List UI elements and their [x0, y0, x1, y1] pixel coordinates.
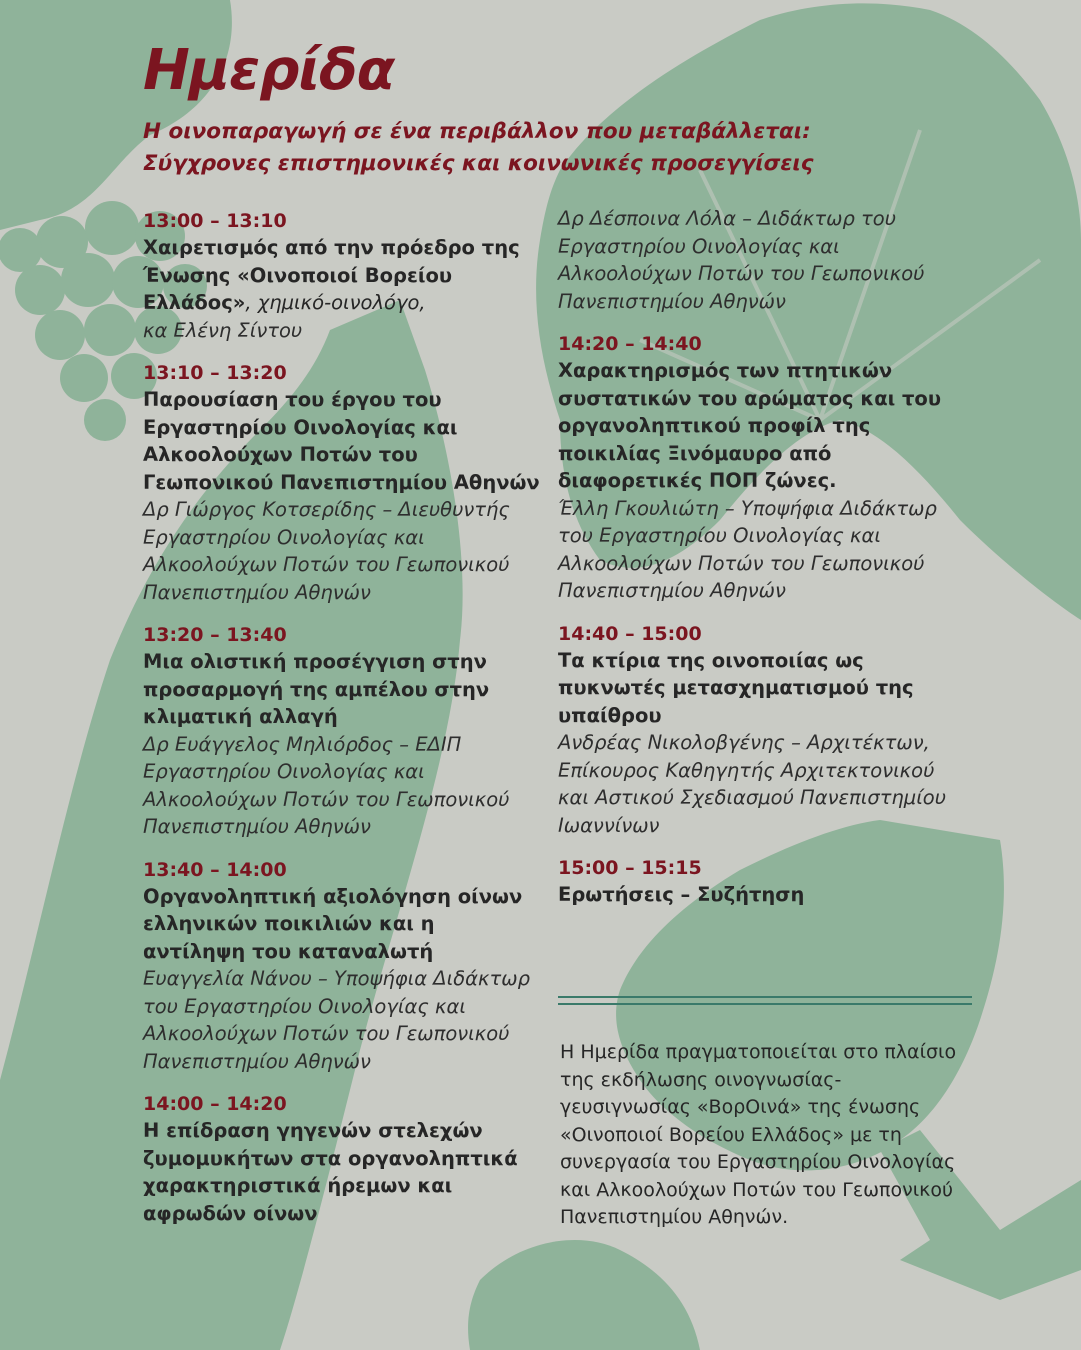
session-time: 15:00 – 15:15: [558, 857, 702, 879]
session-speaker: Δρ Ευάγγελος Μηλιόρδος – ΕΔΙΠ Εργαστηρίου Οινολογίας και Αλκοολούχων Ποτών του Γεωπονικού Πανεπιστημίου Αθηνών: [143, 732, 510, 838]
session-1310: [143, 360, 543, 606]
session-1500: [558, 855, 958, 909]
session-title: Τα κτίρια της οινοποιίας ως πυκνωτές μετασχηματισμού της υπαίθρου: [558, 648, 914, 727]
divider-rule-bottom: [558, 1003, 972, 1005]
session-time: 13:40 – 14:00: [143, 858, 287, 881]
session-time: 13:20 – 13:40: [143, 624, 287, 646]
session-title: Ερωτήσεις – Συζήτηση: [558, 883, 805, 906]
session-time: 14:00 – 14:20: [143, 1093, 287, 1115]
session-title: Παρουσίαση του έργου του Εργαστηρίου Οινολογίας και Αλκοολούχων Ποτών του Γεωπονικού Πανεπιστημίου Αθηνών: [143, 388, 540, 494]
grape-leaf-top-left: [0, 0, 232, 230]
session-speaker: Έλλη Γκουλιώτη – Υποψήφια Διδάκτωρ του Εργαστηρίου Οινολογίας και Αλκοολούχων Ποτών του Γεωπονικού Πανεπιστημίου Αθηνών: [558, 496, 937, 602]
divider-rule-top: [558, 996, 972, 998]
program-left-column: [143, 208, 543, 1243]
session-title: Μια ολιστική προσέγγιση στην προσαρμογή της αμπέλου στην κλιματική αλλαγή: [143, 650, 490, 728]
session-speaker: Δρ Γιώργος Κοτσερίδης – Διευθυντής Εργαστηρίου Οινολογίας και Αλκοολούχων Ποτών του Γεωπονικού Πανεπιστημίου Αθηνών: [143, 498, 510, 604]
session-time: 14:20 – 14:40: [558, 333, 702, 355]
session-title-suffix: , χημικό-οινολόγο,: [245, 291, 426, 314]
leaf-bottom: [468, 1240, 700, 1350]
session-1320: [143, 622, 543, 841]
session-1400-speaker-continued: [558, 205, 958, 315]
event-subtitle: [143, 116, 813, 180]
program-right-column: [558, 205, 958, 925]
session-1300: [143, 208, 543, 344]
session-speaker: Ανδρέας Νικολοβγένης – Αρχιτέκτων, Επίκουρος Καθηγητής Αρχιτεκτονικού και Αστικού Σχεδιασμού Πανεπιστημίου Ιωαννίνων: [558, 731, 947, 837]
session-title: Η επίδραση γηγενών στελεχών ζυμομυκήτων στα οργανοληπτικά χαρακτηριστικά ήρεμων και αφρωδών οίνων: [143, 1119, 518, 1225]
subtitle-line-2: Σύγχρονες επιστημονικές και κοινωνικές προσεγγίσεις: [143, 151, 814, 176]
event-title: Ημερίδα: [143, 38, 395, 103]
session-1440: [558, 621, 958, 840]
session-speaker: Δρ Δέσποινα Λόλα – Διδάκτωρ του Εργαστηρίου Οινολογίας και Αλκοολούχων Ποτών του Γεωπονικού Πανεπιστημίου Αθηνών: [558, 207, 925, 313]
session-title: Χαιρετισμός από την πρόεδρο της Ένωσης «Οινοποιοί Βορείου Ελλάδος», χημικό-οινολόγο,: [143, 236, 520, 314]
subtitle-line-1: Η οινοπαραγωγή σε ένα περιβάλλον που μεταβάλλεται:: [143, 119, 811, 144]
session-speaker: κα Ελένη Σίντου: [143, 318, 303, 342]
session-1400: [143, 1091, 543, 1227]
session-time: 13:10 – 13:20: [143, 362, 287, 384]
session-title: Οργανοληπτική αξιολόγηση οίνων ελληνικών ποικιλιών και η αντίληψη του καταναλωτή: [143, 884, 523, 963]
session-1420: [558, 331, 958, 605]
event-context-note: Η Ημερίδα πραγματοποιείται στο πλαίσιο της εκδήλωσης οινογνωσίας-γευσιγνωσίας «ΒορΟινά» της ένωσης «Οινοποιοί Βορείου Ελλάδος» με τη συνεργασία του Εργαστηρίου Οινολογίας και Αλκοολούχων Ποτών του Γεωπονικού Πανεπιστημίου Αθηνών.: [560, 1041, 957, 1228]
session-time: 14:40 – 15:00: [558, 622, 702, 645]
session-time: 13:00 – 13:10: [143, 210, 287, 232]
session-1340: [143, 857, 543, 1076]
session-title: Χαρακτηρισμός των πτητικών συστατικών του αρώματος και του οργανοληπτικού προφίλ της ποικιλίας Ξινόμαυρο από διαφορετικές ΠΟΠ ζώνες.: [558, 359, 941, 492]
session-speaker: Ευαγγελία Νάνου – Υποψήφια Διδάκτωρ του Εργαστηρίου Οινολογίας και Αλκοολούχων Ποτών του Γεωπονικού Πανεπιστημίου Αθηνών: [143, 967, 530, 1073]
